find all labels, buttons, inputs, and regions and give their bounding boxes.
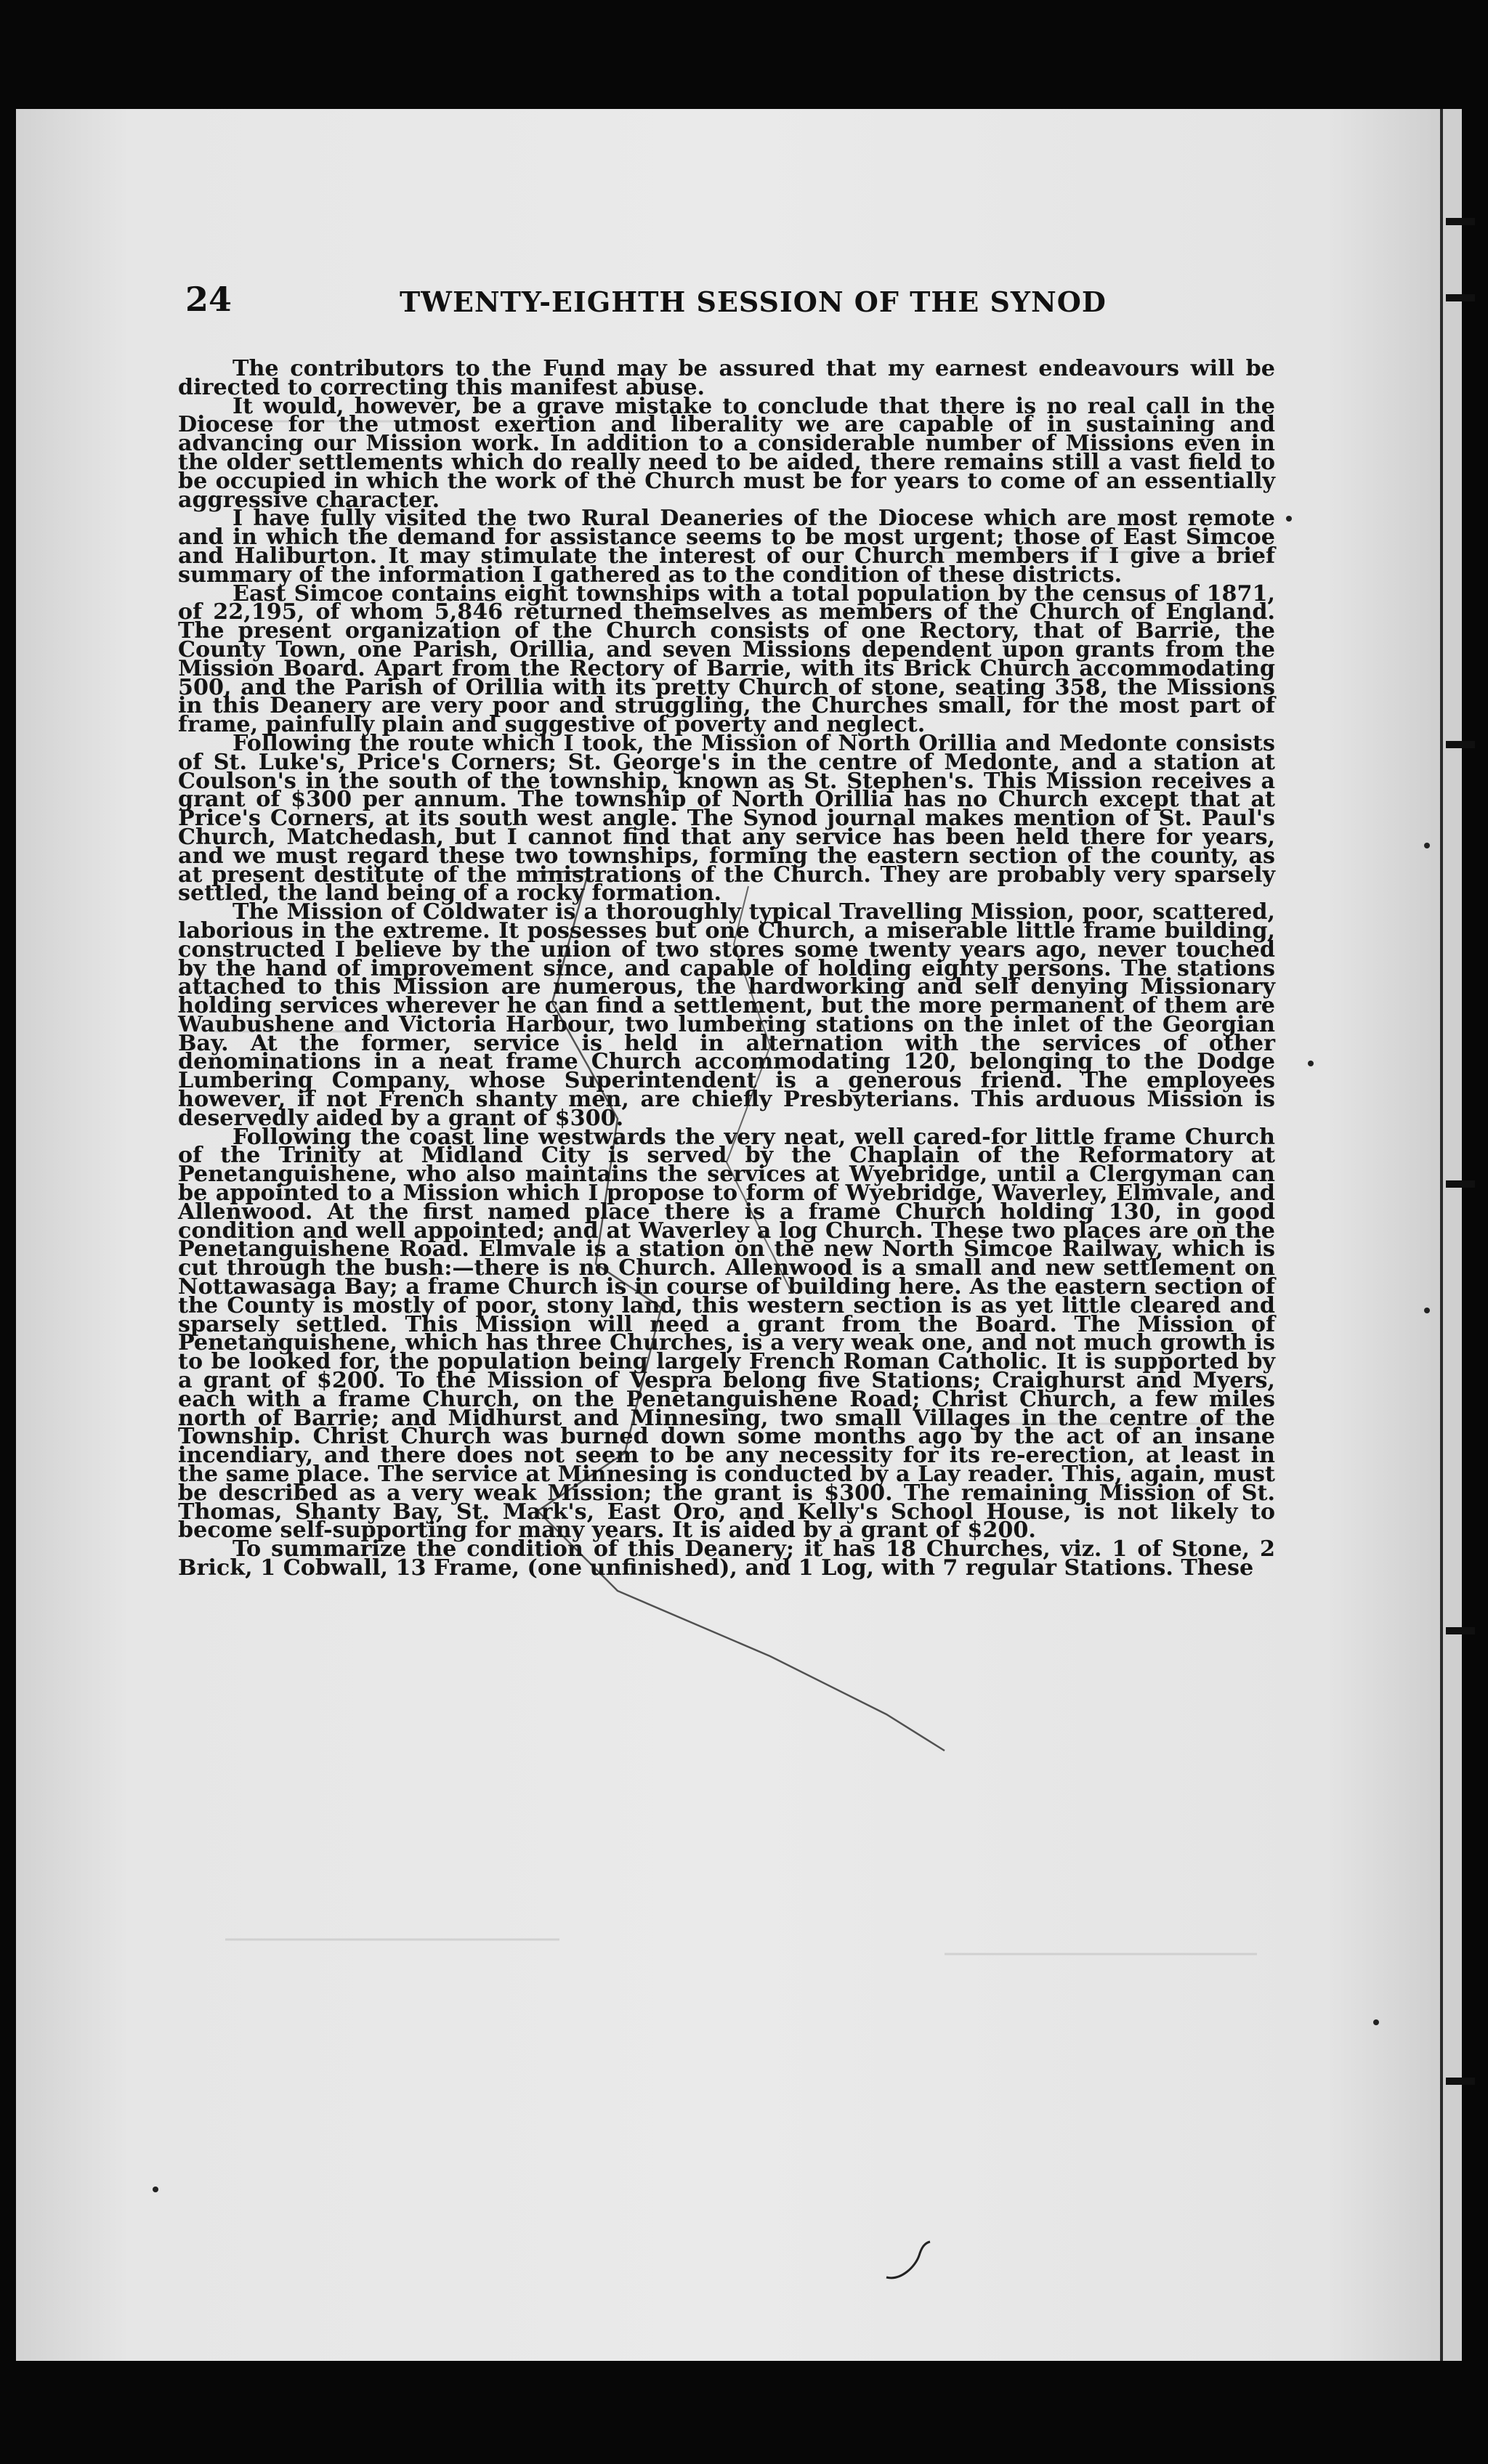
speck [153,2187,158,2192]
speck [1308,1061,1314,1066]
edge-mark [1446,1180,1475,1188]
edge-mark [1446,2078,1475,2085]
speck [1424,1308,1430,1313]
paragraph: The contributors to the Fund may be assured that my earnest endeavours will be directed to correcting this manifest abuse. [178,356,1275,400]
speck [1286,516,1292,522]
paragraph: Following the route which I took, the Mission of North Orillia and Medonte consists of St. Luke's, Price's Corners; St. George's in the centre of Medonte, and a station at Coulson's in the south of the township, known as St. Stephen's. This Mission receives a grant of $300 per annum. The township of North Orillia has no Church except that at Price's Corners, at its south west angle. The Synod journal makes mention of St. Paul's Church, Matchedash, but I cannot find that any service has been held there for years, and we must regard these two townships, forming the eastern section of the county, as at present destitute of the ministrations of the Church. They are probably very sparsely settled, the land being of a rocky formation. [178,730,1275,907]
page-number: 24 [185,280,232,319]
speck [1424,843,1430,848]
edge-mark [1446,294,1475,301]
edge-mark [1446,1627,1475,1634]
body-text [178,356,1275,1581]
edge-mark [1446,741,1475,748]
running-title: TWENTY-EIGHTH SESSION OF THE SYNOD [400,285,1107,318]
ink-squiggle [879,2237,945,2288]
paragraph: To summarize the condition of this Deanery; it has 18 Churches, viz. 1 of Stone, 2 Brick, 1 Cobwall, 13 Frame, (one unfinished), and 1 Log, with 7 regular Stations. These [178,1536,1275,1581]
paragraph: East Simcoe contains eight townships with a total population by the census of 1871, of 22,195, of whom 5,846 returned themselves as members of the Church of England. The present organization of the Church consists of one Rectory, that of Barrie, the County Town, one Parish, Orillia, and seven Missions dependent upon grants from the Mission Board. Apart from the Rectory of Barrie, with its Brick Church accommodating 500, and the Parish of Orillia with its pretty Church of stone, seating 358, the Missions in this Deanery are very poor and struggling, the Churches small, for the most part of frame, painfully plain and suggestive of poverty and neglect. [178,580,1275,738]
paragraph: Following the coast line westwards the very neat, well cared-for little frame Church of the Trinity at Midland City is served by the Chaplain of the Reformatory at Penetanguishene, who also maintains the services at Wyebridge, until a Clergyman can be appointed to a Mission which I propose to form of Wyebridge, Waverley, Elmvale, and Allenwood. At the first named place there is a frame Church holding 130, in good condition and well appointed; and at Waverley a log Church. These two places are on the Penetanguishene Road. Elmvale is a station on the new North Simcoe Railway, which is cut through the bush:—there is no Church. Allenwood is a small and new settlement on Nottawasaga Bay; a frame Church is in course of building here. As the eastern section of the County is mostly of poor, stony land, this western section is as yet little cleared and sparsely settled. This Mission will need a grant from the Board. The Mission of Penetanguishene, which has three Churches, is a very weak one, and not much growth is to be looked for, the population being largely French Roman Catholic. It is supported by a grant of $200. To the Mission of Vespra belong five Stations; Craighurst and Myers, each with a frame Church, on the Penetanguishene Road; Christ Church, a few miles north of Barrie; and Midhurst and Minnesing, two small Villages in the centre of the Township. Christ Church was burned down some months ago by the act of an insane incendiary, and there does not seem to be any necessity for its re-erection, at least in the same place. The service at Minnesing is conducted by a Lay reader. This, again, must be described as a very weak Mission; the grant is $300. The remaining Mission of St. Thomas, Shanty Bay, St. Mark's, East Oro, and Kelly's School House, is not likely to become self-supporting for many years. It is aided by a grant of $200. [178,1124,1275,1544]
speck [1373,2019,1379,2025]
paragraph: It would, however, be a grave mistake to conclude that there is no real call in the Diocese for the utmost exertion and liberality we are capable of in sustaining and advancing our Mission work. In addition to a considerable number of Missions even in the older settlements which do really need to be aided, there remains still a vast field to be occupied in which the work of the Church must be for years to come of an essentially aggressive character. [178,393,1275,513]
page-edge-strip [1440,109,1462,2361]
paragraph: I have fully visited the two Rural Deaneries of the Diocese which are most remote and in which the demand for assistance seems to be most urgent; those of East Simcoe and Haliburton. It may stimulate the interest of our Church members if I give a brief summary of the information I gathered as to the condition of these districts. [178,506,1275,588]
paragraph: The Mission of Coldwater is a thoroughly typical Travelling Mission, poor, scattered, laborious in the extreme. It possesses but one Church, a miserable little frame building, constructed I believe by the union of two stores some twenty years ago, never touched by the hand of improvement since, and capable of holding eighty persons. The stations attached to this Mission are numerous, the hardworking and self denying Missionary holding services wherever he can find a settlement, but the more permanent of them are Waubushene and Victoria Harbour, two lumbering stations on the inlet of the Georgian Bay. At the former, service is held in alternation with the services of other denominations in a neat frame Church accommodating 120, belonging to the Dodge Lumbering Company, whose Superintendent is a generous friend. The employees however, if not French shanty men, are chiefly Presbyterians. This arduous Mission is deservedly aided by a grant of $300. [178,899,1275,1131]
edge-mark [1446,218,1475,225]
running-header [185,280,1275,323]
